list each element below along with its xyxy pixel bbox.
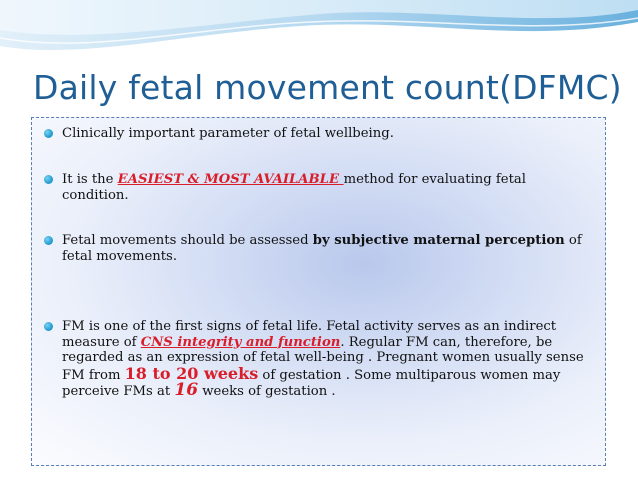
bullet-dot-icon (44, 129, 53, 138)
bullet-2 (42, 172, 594, 203)
bullet-3-bold: by subjective maternal perception (312, 233, 565, 248)
bullet-4 (42, 319, 594, 400)
bullet-1-text: Clinically important parameter of fetal wellbeing. (62, 126, 394, 141)
bullet-4-part4: weeks of gestation . (198, 384, 336, 399)
bullet-3-post: of fetal movements. (62, 233, 582, 264)
bullet-4-emphasis-16: 16 (174, 380, 199, 400)
bullet-2-post: method for evaluating fetal condition. (62, 172, 526, 203)
bullet-dot-icon (44, 175, 53, 184)
slide-title: Daily fetal movement count(DFMC) (33, 68, 622, 107)
content-box (31, 117, 606, 466)
bullet-2-pre: It is the (62, 172, 118, 187)
bullet-dot-icon (44, 236, 53, 245)
bullet-2-emphasis: EASIEST & MOST AVAILABLE (117, 172, 344, 187)
header-wave-decoration (0, 0, 638, 60)
bullet-dot-icon (44, 322, 53, 331)
bullet-4-part3: of gestation . Some multiparous women may perceive FMs at (62, 367, 561, 399)
bullet-1 (42, 126, 594, 142)
bullet-4-part1: FM is one of the first signs of fetal life. Fetal activity serves as an indirect measure of (62, 319, 557, 350)
bullet-4-emphasis-weeks: 18 to 20 weeks (124, 363, 259, 383)
bullet-4-emphasis-cns: CNS integrity and function (140, 334, 341, 350)
bullet-4-part2: . Regular FM can, therefore, be regarded as an expression of fetal well-being . Pregnant women usually sense FM from (62, 334, 584, 383)
bullet-3 (42, 233, 594, 264)
bullet-3-pre: Fetal movements should be assessed (62, 233, 313, 248)
